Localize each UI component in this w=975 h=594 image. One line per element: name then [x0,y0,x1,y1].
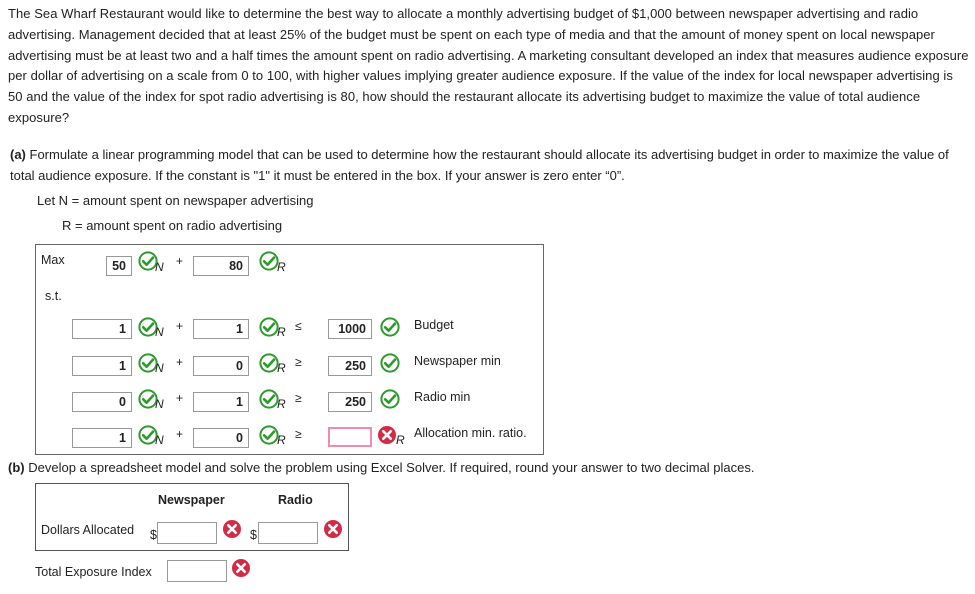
part-a-text: Formulate a linear programming model that can be used to determine how the restaurant should allocate its advertising budget in order to maximize the value of total audience exposure. If the constant is "1" it must be entered in the box. If your answer is zero enter “0”. [10,147,949,183]
problem-statement: The Sea Wharf Restaurant would like to determine the best way to allocate a monthly advertising budget of $1,000 between newspaper advertising and radio advertising. Management decided that at least 25% of the budget must be spent on each type of media and that the amount of money spent on local newspaper advertising must be at least two and a half times the amount spent on radio advertising. A marketing consultant developed an index that measures audience exposure per dollar of advertising on a scale from 0 to 100, with higher values implying greater audience exposure. If the value of the index for local newspaper advertising is 50 and the value of the index for spot radio advertising is 80, how should the restaurant allocate its advertising budget to maximize the value of total audience exposure? [8,6,969,125]
currency-sign: $ [250,528,257,542]
radio-dollars-input[interactable] [258,522,318,544]
c1-operator: ≤ [295,319,302,333]
var-r: R [277,325,286,339]
var-r: R [277,397,286,411]
c2-n-coef-input[interactable]: 1 [72,356,132,376]
results-table [35,483,349,551]
c4-n-coef-input[interactable]: 1 [72,428,132,448]
var-n: N [155,433,164,447]
incorrect-x-icon [231,558,251,578]
correct-check-icon [259,251,279,271]
c1-r-coef-input[interactable]: 1 [193,319,249,339]
plus-sign: + [176,427,184,441]
plus-sign: + [176,254,184,268]
c4-label: Allocation min. ratio. [414,426,527,440]
var-n: N [155,361,164,375]
var-r: R [277,361,286,375]
part-b-question [8,460,754,475]
total-exposure-label: Total Exposure Index [35,565,152,579]
part-b-label: (b) [8,460,25,475]
let-r-definition: R = amount spent on radio advertising [62,218,283,233]
plus-sign: + [176,355,184,369]
correct-check-icon [259,317,279,337]
incorrect-x-icon [222,519,242,539]
incorrect-x-icon [323,519,343,539]
c4-operator: ≥ [295,427,302,441]
plus-sign: + [176,391,184,405]
currency-sign: $ [150,528,157,542]
total-exposure-input[interactable] [167,560,227,582]
correct-check-icon [259,425,279,445]
col-radio: Radio [278,493,313,507]
c4-r-coef-input[interactable]: 0 [193,428,249,448]
newspaper-dollars-input[interactable] [157,522,217,544]
c2-rhs-input[interactable]: 250 [328,356,372,376]
var-r: R [277,433,286,447]
correct-check-icon [259,389,279,409]
st-label: s.t. [45,289,62,303]
correct-check-icon [380,353,400,373]
correct-check-icon [259,353,279,373]
c1-label: Budget [414,318,454,332]
c2-label: Newspaper min [414,354,501,368]
incorrect-x-icon [377,425,397,445]
c2-operator: ≥ [295,355,302,369]
dollars-allocated-label: Dollars Allocated [41,523,135,537]
var-n: N [155,397,164,411]
var-r: R [277,260,286,274]
col-newspaper: Newspaper [158,493,225,507]
plus-sign: + [176,319,184,333]
part-b-text: Develop a spreadsheet model and solve the problem using Excel Solver. If required, round your answer to two decimal places. [28,460,755,475]
c3-operator: ≥ [295,391,302,405]
var-n: N [155,260,164,274]
lp-model-box [35,244,544,455]
part-a-question [10,145,970,186]
obj-n-coef-input[interactable]: 50 [106,256,132,276]
c2-r-coef-input[interactable]: 0 [193,356,249,376]
correct-check-icon [380,317,400,337]
max-label: Max [41,253,65,267]
var-n: N [155,325,164,339]
c3-rhs-input[interactable]: 250 [328,392,372,412]
c3-label: Radio min [414,390,471,404]
let-n-definition: Let N = amount spent on newspaper advertising [37,193,314,208]
c4-rhs-var: R [396,433,405,447]
c3-r-coef-input[interactable]: 1 [193,392,249,412]
c1-rhs-input[interactable]: 1000 [328,319,372,339]
c4-rhs-input[interactable] [328,427,372,447]
obj-r-coef-input[interactable]: 80 [193,256,249,276]
c1-n-coef-input[interactable]: 1 [72,319,132,339]
c3-n-coef-input[interactable]: 0 [72,392,132,412]
part-a-label: (a) [10,147,26,162]
correct-check-icon [380,389,400,409]
